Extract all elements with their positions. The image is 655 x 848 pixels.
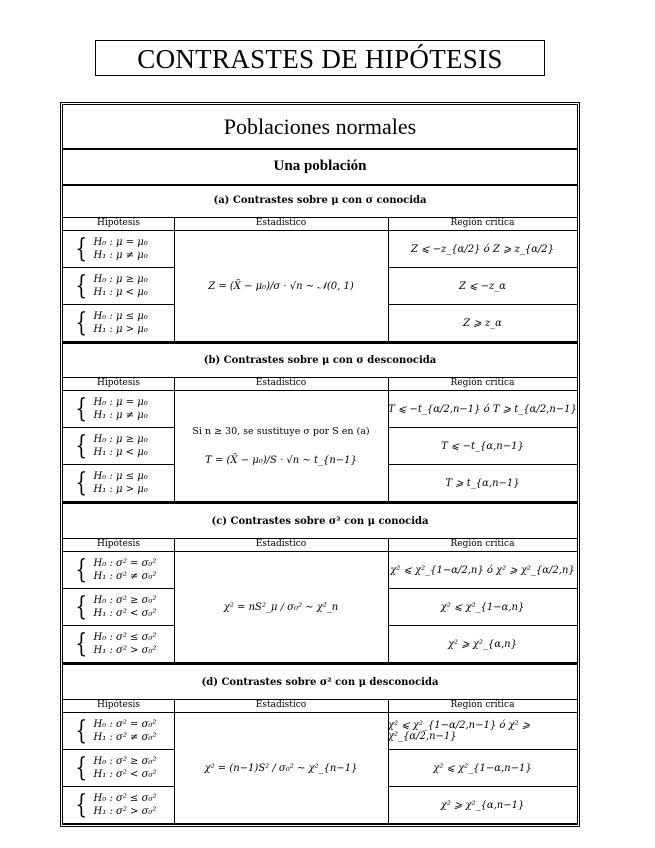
- brace-icon: {: [75, 555, 88, 585]
- group-title: Una población: [63, 148, 577, 186]
- null-hypothesis: H₀ : μ = μ₀: [93, 237, 148, 248]
- statistic-note: Si n ≥ 30, se sustituye σ por S en (a): [192, 426, 370, 437]
- brace-icon: {: [75, 716, 88, 746]
- section-a: [63, 184, 577, 342]
- brace-icon: {: [75, 790, 88, 820]
- brace-icon: {: [75, 592, 88, 622]
- brace-icon: {: [75, 468, 88, 498]
- null-hypothesis: H₀ : μ = μ₀: [93, 397, 148, 408]
- column-header-hyp: Hipótesis: [63, 377, 174, 391]
- brace-icon: {: [75, 629, 88, 659]
- null-hypothesis: H₀ : σ² ≤ σ₀²: [93, 793, 157, 804]
- statistic-cell: [174, 552, 388, 663]
- hypothesis-cell: [63, 391, 174, 428]
- null-hypothesis: H₀ : σ² ≥ σ₀²: [93, 756, 157, 767]
- null-hypothesis: H₀ : μ ≥ μ₀: [93, 434, 148, 445]
- statistic-cell: [174, 713, 388, 824]
- hypothesis-cell: [63, 787, 174, 824]
- critical-region-cell: T ⩽ −t_{α,n−1}: [388, 428, 577, 465]
- section-title: (c) Contrastes sobre σ² con μ conocida: [63, 505, 577, 539]
- critical-region-cell: T ⩽ −t_{α/2,n−1} ó T ⩾ t_{α/2,n−1}: [388, 391, 577, 428]
- critical-region-cell: Z ⩾ z_α: [388, 305, 577, 342]
- hypothesis-cell: [63, 713, 174, 750]
- hypothesis-cell: [63, 428, 174, 465]
- alternative-hypothesis: H₁ : σ² ≠ σ₀²: [93, 732, 157, 743]
- column-divider: [174, 538, 175, 663]
- section-c: [63, 505, 577, 663]
- hypothesis-cell: [63, 231, 174, 268]
- alternative-hypothesis: H₁ : μ > μ₀: [93, 324, 148, 335]
- table-title: Poblaciones normales: [63, 105, 577, 150]
- critical-region-cell: Z ⩽ −z_α: [388, 268, 577, 305]
- alternative-hypothesis: H₁ : σ² < σ₀²: [93, 769, 157, 780]
- section-title: (b) Contrastes sobre μ con σ desconocida: [63, 344, 577, 378]
- hypothesis-cell: [63, 750, 174, 787]
- critical-region-cell: χ² ⩽ χ²_{1−α/2,n−1} ó χ² ⩾ χ²_{α/2,n−1}: [388, 713, 577, 750]
- column-header-stat: Estadístico: [174, 538, 388, 552]
- column-header-region: Región crítica: [388, 377, 577, 391]
- brace-icon: {: [75, 394, 88, 424]
- null-hypothesis: H₀ : σ² = σ₀²: [93, 558, 157, 569]
- critical-region-cell: Z ⩽ −z_{α/2} ó Z ⩾ z_{α/2}: [388, 231, 577, 268]
- column-divider: [388, 538, 389, 663]
- column-header-hyp: Hipótesis: [63, 699, 174, 713]
- section-title: (a) Contrastes sobre μ con σ conocida: [63, 184, 577, 218]
- null-hypothesis: H₀ : μ ≤ μ₀: [93, 311, 148, 322]
- critical-region-cell: χ² ⩽ χ²_{1−α/2,n} ó χ² ⩾ χ²_{α/2,n}: [388, 552, 577, 589]
- null-hypothesis: H₀ : σ² ≤ σ₀²: [93, 632, 157, 643]
- alternative-hypothesis: H₁ : μ < μ₀: [93, 287, 148, 298]
- column-header-hyp: Hipótesis: [63, 538, 174, 552]
- hypothesis-table: [60, 102, 580, 827]
- column-header-region: Región crítica: [388, 538, 577, 552]
- brace-icon: {: [75, 753, 88, 783]
- statistic-formula: Z = (X̄ − μ₀)/σ · √n ∼ 𝒩(0, 1): [208, 280, 354, 292]
- critical-region-cell: χ² ⩽ χ²_{1−α,n−1}: [388, 750, 577, 787]
- brace-icon: {: [75, 308, 88, 338]
- alternative-hypothesis: H₁ : σ² > σ₀²: [93, 806, 157, 817]
- hypothesis-cell: [63, 465, 174, 502]
- brace-icon: {: [75, 234, 88, 264]
- column-divider: [174, 377, 175, 502]
- column-header-stat: Estadístico: [174, 217, 388, 231]
- column-header-region: Región crítica: [388, 699, 577, 713]
- alternative-hypothesis: H₁ : σ² ≠ σ₀²: [93, 571, 157, 582]
- null-hypothesis: H₀ : μ ≥ μ₀: [93, 274, 148, 285]
- column-header-stat: Estadístico: [174, 699, 388, 713]
- hypothesis-cell: [63, 268, 174, 305]
- alternative-hypothesis: H₁ : μ ≠ μ₀: [93, 410, 148, 421]
- alternative-hypothesis: H₁ : μ ≠ μ₀: [93, 250, 148, 261]
- critical-region-cell: χ² ⩾ χ²_{α,n}: [388, 626, 577, 663]
- column-header-stat: Estadístico: [174, 377, 388, 391]
- section-divider: [63, 502, 577, 504]
- hypothesis-cell: [63, 589, 174, 626]
- statistic-cell: [174, 391, 388, 502]
- alternative-hypothesis: H₁ : σ² < σ₀²: [93, 608, 157, 619]
- null-hypothesis: H₀ : σ² = σ₀²: [93, 719, 157, 730]
- section-divider: [63, 663, 577, 665]
- column-divider: [174, 217, 175, 342]
- section-b: [63, 344, 577, 502]
- section-d: [63, 666, 577, 824]
- page-title: CONTRASTES DE HIPÓTESIS: [95, 40, 545, 76]
- statistic-formula: T = (X̄ − μ₀)/S · √n ∼ t_{n−1}: [205, 455, 357, 466]
- critical-region-cell: T ⩾ t_{α,n−1}: [388, 465, 577, 502]
- brace-icon: {: [75, 431, 88, 461]
- alternative-hypothesis: H₁ : σ² > σ₀²: [93, 645, 157, 656]
- column-divider: [388, 377, 389, 502]
- critical-region-cell: χ² ⩾ χ²_{α,n−1}: [388, 787, 577, 824]
- statistic-cell: [174, 231, 388, 342]
- section-title: (d) Contrastes sobre σ² con μ desconocida: [63, 666, 577, 700]
- column-divider: [388, 699, 389, 824]
- alternative-hypothesis: H₁ : μ < μ₀: [93, 447, 148, 458]
- null-hypothesis: H₀ : μ ≤ μ₀: [93, 471, 148, 482]
- column-divider: [174, 699, 175, 824]
- hypothesis-cell: [63, 626, 174, 663]
- column-header-hyp: Hipótesis: [63, 217, 174, 231]
- statistic-formula: χ² = (n−1)S² / σ₀² ∼ χ²_{n−1}: [204, 762, 358, 774]
- column-divider: [388, 217, 389, 342]
- brace-icon: {: [75, 271, 88, 301]
- statistic-formula: χ² = nS²_μ / σ₀² ∼ χ²_n: [223, 601, 339, 613]
- alternative-hypothesis: H₁ : μ > μ₀: [93, 484, 148, 495]
- null-hypothesis: H₀ : σ² ≥ σ₀²: [93, 595, 157, 606]
- critical-region-cell: χ² ⩽ χ²_{1−α,n}: [388, 589, 577, 626]
- hypothesis-cell: [63, 552, 174, 589]
- hypothesis-cell: [63, 305, 174, 342]
- column-header-region: Región crítica: [388, 217, 577, 231]
